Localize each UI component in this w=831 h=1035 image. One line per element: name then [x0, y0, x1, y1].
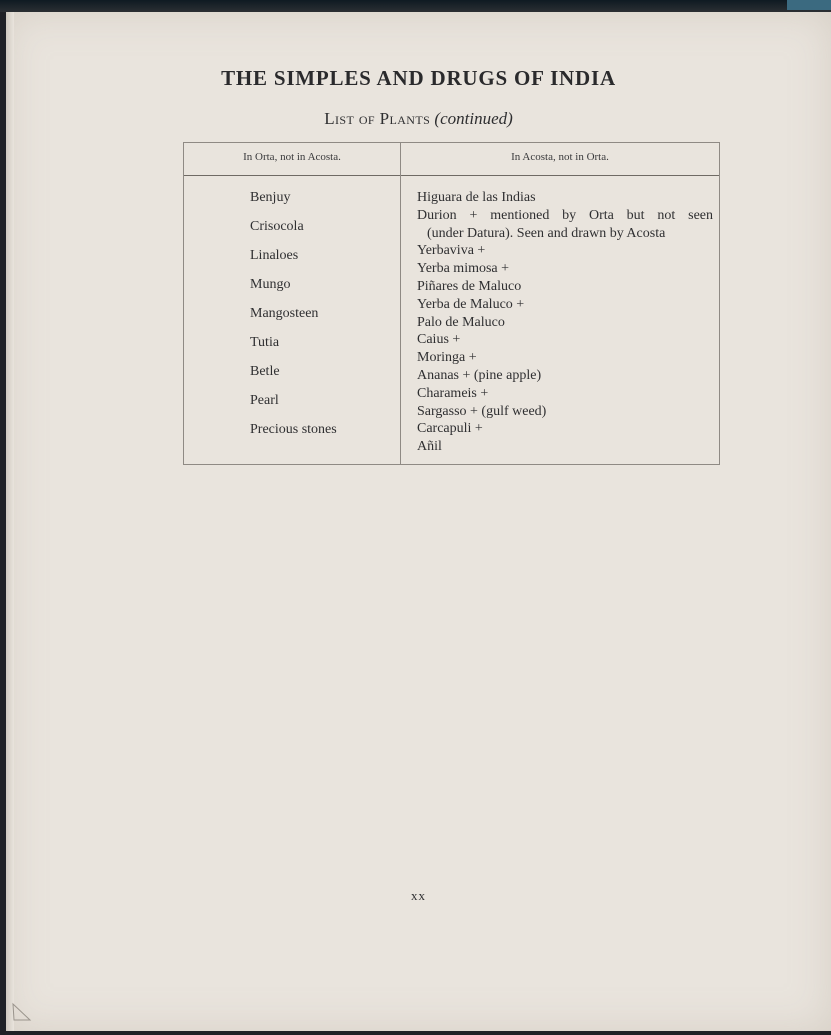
plants-table [183, 142, 720, 465]
list-item: Yerbaviva + [417, 243, 486, 259]
list-item-continuation: (under Datura). Seen and drawn by Acosta [427, 225, 666, 241]
page-corner-fold-icon [12, 1002, 34, 1022]
table-title [6, 109, 831, 129]
acosta-only-list [417, 189, 713, 456]
list-item: Mangosteen [250, 306, 319, 321]
list-item: Caius + [417, 332, 461, 348]
table-title-text: List of Plants [324, 109, 431, 128]
list-item: Añil [417, 439, 442, 455]
list-item: Ananas + (pine apple) [417, 367, 542, 383]
list-item: Moringa + [417, 350, 477, 366]
list-item: Benjuy [250, 190, 291, 205]
list-item: Piñares de Maluco [417, 278, 522, 294]
list-item: Tutia [250, 335, 280, 350]
list-item: Higuara de las Indias [417, 190, 536, 205]
left-column-header: In Orta, not in Acosta. [243, 151, 341, 163]
list-item: Betle [250, 364, 280, 379]
column-divider [400, 143, 401, 464]
scan-top-edge [0, 0, 831, 12]
list-item: Sargasso + (gulf weed) [417, 403, 547, 419]
orta-only-list [250, 189, 337, 450]
list-item: Carcapuli + [417, 421, 483, 437]
book-page [6, 12, 831, 1031]
list-item: Linaloes [250, 248, 299, 263]
list-item: Durion + mentioned by Orta but not seen [417, 207, 713, 223]
list-item: Yerba mimosa + [417, 261, 510, 277]
list-item: Yerba de Maluco + [417, 296, 525, 312]
right-column-header: In Acosta, not in Orta. [511, 151, 609, 163]
list-item: Charameis + [417, 385, 489, 401]
table-title-continued: (continued) [434, 109, 513, 128]
running-head: THE SIMPLES AND DRUGS OF INDIA [221, 66, 616, 90]
page-number: xx [411, 888, 426, 903]
list-item: Palo de Maluco [417, 314, 505, 330]
list-item: Precious stones [250, 422, 337, 437]
list-item: Mungo [250, 277, 291, 292]
header-rule [184, 175, 719, 176]
list-item: Crisocola [250, 219, 304, 234]
list-item: Pearl [250, 393, 279, 408]
scan-color-tab [787, 0, 831, 10]
page-binding-edge [6, 12, 14, 1031]
